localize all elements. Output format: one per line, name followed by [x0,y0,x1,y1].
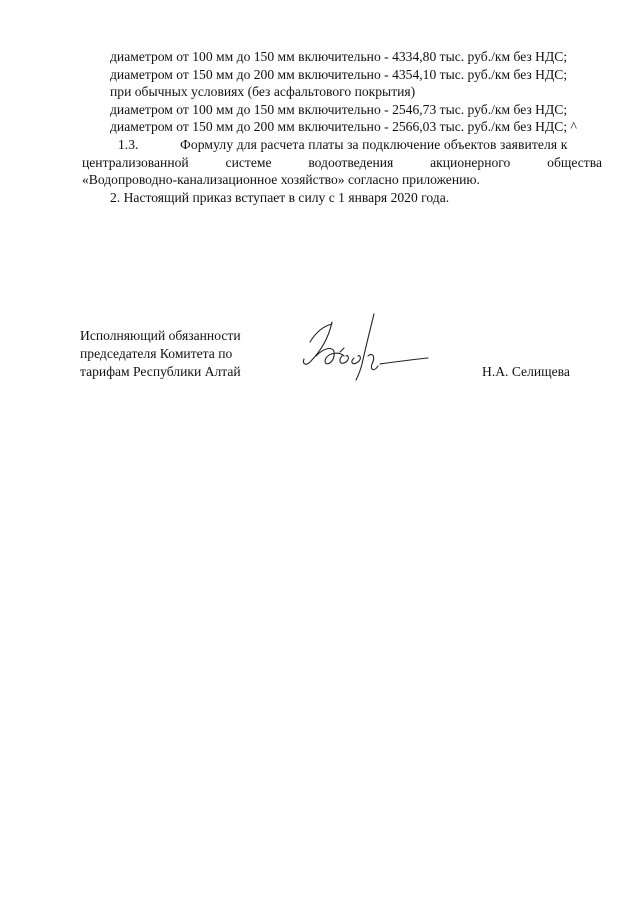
document-body [82,48,602,206]
point-word: акционерного [430,154,511,170]
point-text-line-3: «Водопроводно-канализационное хозяйство» согласно приложению. [82,172,480,188]
tariff-line-2: диаметром от 150 мм до 200 мм включительно - 4354,10 тыс. руб./км без НДС; [110,66,568,82]
point-number: 1.3. [118,136,139,152]
tariff-line-1: диаметром от 100 мм до 150 мм включительно - 4334,80 тыс. руб./км без НДС; [110,49,568,64]
conditions-heading: при обычных условиях (без асфальтового покрытия) [110,84,416,100]
point-word: водоотведения [308,154,394,170]
position-line-1: Исполняющий обязанности [80,328,241,343]
tariff-line-4: диаметром от 150 мм до 200 мм включительно - 2566,03 тыс. руб./км без НДС; ^ [110,119,577,135]
point-word: централизованной [82,154,189,170]
point-1-3 [82,136,602,154]
point-text-line-2 [82,154,602,172]
point-word: системе [225,154,272,170]
point-word: общества [547,154,602,170]
signatory-name: Н.А. Селищева [482,364,570,379]
signatory-position [80,327,280,381]
position-line-2: председателя Комитета по [80,346,233,361]
tariff-line-3: диаметром от 100 мм до 150 мм включительно - 2546,73 тыс. руб./км без НДС; [110,101,568,117]
handwritten-signature [296,312,436,382]
point-2: 2. Настоящий приказ вступает в силу с 1 января 2020 года. [110,189,450,205]
position-line-3: тарифам Республики Алтай [80,364,241,379]
point-text-line-1: Формулу для расчета платы за подключение объектов заявителя к [180,136,568,152]
